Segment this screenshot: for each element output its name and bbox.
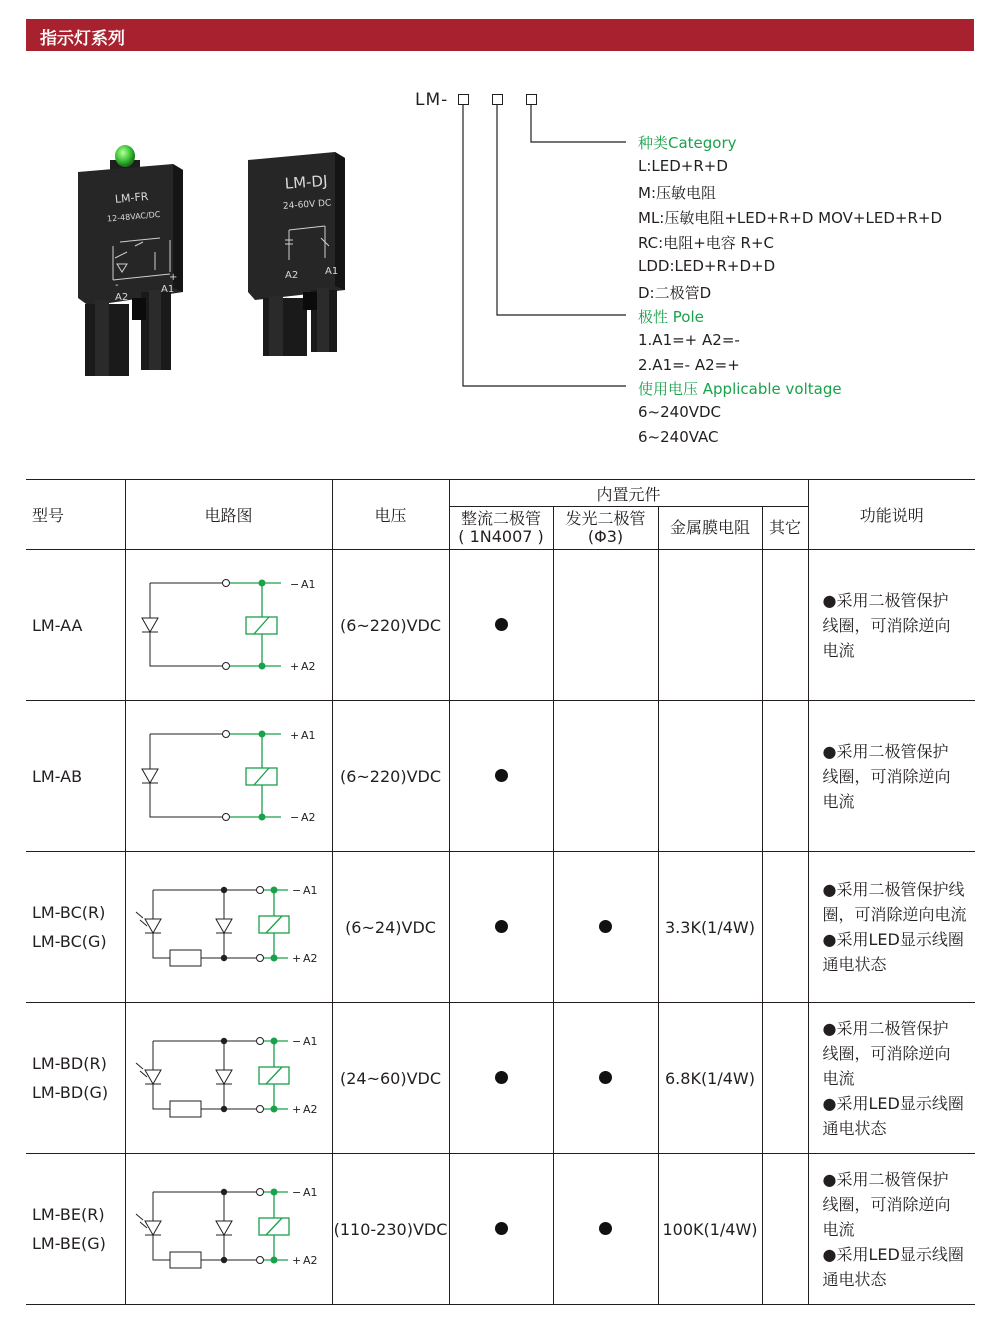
legend-line-5: LDD:LED+R+D+D [638,257,776,275]
cell-voltage: (6~220)VDC [332,701,449,852]
cell-resistor: 6.8K(1/4W) [658,1003,762,1154]
function-line: 线圈，可消除逆向 [822,1194,951,1214]
header-builtin: 内置元件 [449,480,808,507]
model-name: LM-BC(R) [32,903,106,922]
table-row [26,852,975,1003]
header-function: 功能说明 [808,480,975,550]
header-diode-l2: ( 1N4007 ) [458,527,544,546]
legend-line-2: M:压敏电阻 [638,184,716,202]
header-model: 型号 [26,480,125,550]
function-line: ●采用二极管保护线 [822,880,965,899]
code-leader-lines [400,80,640,410]
code-prefix: LM- [415,90,449,110]
model-name: LM-AA [32,615,83,635]
cell-diode [449,852,553,1003]
cell-resistor [658,701,762,852]
cell-model [26,1154,125,1305]
function-line: ●采用LED显示线圈 [822,1244,964,1264]
header-led [553,507,658,550]
legend-line-7: 极性 Pole [638,308,704,326]
legend-line-10: 使用电压 Applicable voltage [638,380,842,398]
header-voltage: 电压 [332,480,449,550]
cell-diode [449,1003,553,1154]
included-dot [599,920,612,933]
circuit-term-top: A1 [302,884,318,897]
cell-diode [449,701,553,852]
included-dot [495,769,508,782]
circuit-term-top: A1 [302,1035,318,1048]
cell-other [762,852,808,1003]
cell-circuit [125,1003,332,1154]
cell-diode [449,1154,553,1305]
function-line: 线圈，可消除逆向 [822,766,951,786]
function-line: 线圈，可消除逆向 [822,615,951,635]
function-line: 圈，可消除逆向电流 [822,905,967,924]
circuit-sign-bottom: + [289,660,299,673]
circuit-term-bottom: A2 [302,1103,318,1116]
cell-circuit [125,550,332,701]
model-name: LM-AB [32,766,83,786]
spec-table [26,479,975,1305]
cell-voltage: (24~60)VDC [332,1003,449,1154]
cell-resistor: 3.3K(1/4W) [658,852,762,1003]
header-resistor: 金属膜电阻 [658,507,762,550]
cell-resistor [658,550,762,701]
cell-voltage: (110-230)VDC [332,1154,449,1305]
table-row [26,550,975,701]
cell-function [808,852,975,1003]
legend-line-0: 种类Category [638,134,737,152]
legend-line-8: 1.A1=+ A2=- [638,331,740,349]
circuit-term-top: A1 [300,729,316,742]
cell-led [553,852,658,1003]
header-circuit: 电路图 [125,480,332,550]
function-line: 电流 [822,791,855,811]
lm-fr-voltage: 12-48VAC/DC [106,209,161,224]
function-line: ●采用二极管保护 [822,590,949,610]
product-image-lm-dj [245,150,355,360]
cell-other [762,1154,808,1305]
legend-line-9: 2.A1=- A2=+ [638,356,740,374]
table-row [26,1003,975,1154]
circuit-sign-top: − [291,884,301,897]
cell-voltage: (6~24)VDC [332,852,449,1003]
header-led-l2: (Φ3) [587,527,624,546]
circuit-term-bottom: A2 [302,1254,318,1267]
legend-line-12: 6~240VAC [638,428,719,446]
circuit-sign-bottom: − [289,811,299,824]
section-banner [26,19,974,51]
circuit-term-bottom: A2 [300,811,316,824]
table-row [26,701,975,852]
header-diode [449,507,553,550]
cell-circuit [125,852,332,1003]
circuit-term-top: A1 [302,1186,318,1199]
included-dot [495,618,508,631]
product-image-lm-fr [75,140,190,380]
function-line: ●采用LED显示线圈 [822,930,964,949]
lm-fr-sign-right: + [169,272,178,283]
ordering-code-diagram [400,80,1000,460]
cell-voltage: (6~220)VDC [332,550,449,701]
cell-other [762,550,808,701]
header-led-l1: 发光二极管 [565,509,646,528]
circuit-sign-bottom: + [291,952,301,965]
table-row [26,1154,975,1305]
function-line: 通电状态 [822,1269,887,1289]
included-dot [599,1071,612,1084]
function-line: 线圈，可消除逆向 [822,1043,951,1063]
lm-fr-label: LM-FR [114,189,149,206]
lm-dj-term-right: A1 [325,266,339,277]
function-line: ●采用二极管保护 [822,1169,949,1189]
model-name: LM-BE(R) [32,1205,105,1224]
circuit-sign-top: − [291,1035,301,1048]
lm-dj-label: LM-DJ [284,171,329,193]
cell-led [553,1154,658,1305]
circuit-sign-top: − [291,1186,301,1199]
included-dot [599,1222,612,1235]
lm-fr-term-right: A1 [161,284,175,295]
cell-function [808,1003,975,1154]
function-line: 通电状态 [822,955,887,974]
lm-dj-term-left: A2 [285,270,299,281]
function-line: ●采用二极管保护 [822,1018,949,1038]
legend-line-1: L:LED+R+D [638,157,728,175]
included-dot [495,920,508,933]
cell-function [808,701,975,852]
legend-line-6: D:二极管D [638,284,712,302]
circuit-sign-bottom: + [291,1103,301,1116]
cell-other [762,701,808,852]
cell-function [808,1154,975,1305]
model-name: LM-BD(R) [32,1054,107,1073]
cell-resistor: 100K(1/4W) [658,1154,762,1305]
function-line: 电流 [822,640,855,660]
header-diode-l1: 整流二极管 [460,509,541,528]
cell-function [808,550,975,701]
cell-diode [449,550,553,701]
function-line: ●采用二极管保护 [822,741,949,761]
circuit-term-top: A1 [300,578,316,591]
lm-fr-term-left: A2 [115,292,129,303]
header-other: 其它 [762,507,808,550]
model-name-variant: LM-BD(G) [32,1083,109,1102]
cell-model [26,701,125,852]
model-name-variant: LM-BE(G) [32,1234,106,1253]
cell-model [26,550,125,701]
cell-model [26,1003,125,1154]
cell-other [762,1003,808,1154]
function-line: 电流 [822,1219,855,1239]
lm-fr-sign-left: - [115,280,119,291]
function-line: 通电状态 [822,1118,887,1138]
cell-model [26,852,125,1003]
function-line: ●采用LED显示线圈 [822,1093,964,1113]
legend-line-3: ML:压敏电阻+LED+R+D MOV+LED+R+D [638,209,942,227]
legend-line-4: RC:电阻+电容 R+C [638,234,775,252]
circuit-term-bottom: A2 [302,952,318,965]
circuit-sign-bottom: + [291,1254,301,1267]
cell-led [553,701,658,852]
circuit-term-bottom: A2 [300,660,316,673]
circuit-sign-top: − [289,578,299,591]
cell-led [553,550,658,701]
cell-circuit [125,701,332,852]
model-name-variant: LM-BC(G) [32,932,107,951]
function-line: 电流 [822,1068,855,1088]
legend-line-11: 6~240VDC [638,403,722,421]
circuit-sign-top: + [289,729,299,742]
included-dot [495,1071,508,1084]
lm-dj-voltage: 24-60V DC [282,198,332,212]
banner-title: 指示灯系列 [40,29,125,49]
cell-led [553,1003,658,1154]
cell-circuit [125,1154,332,1305]
included-dot [495,1222,508,1235]
